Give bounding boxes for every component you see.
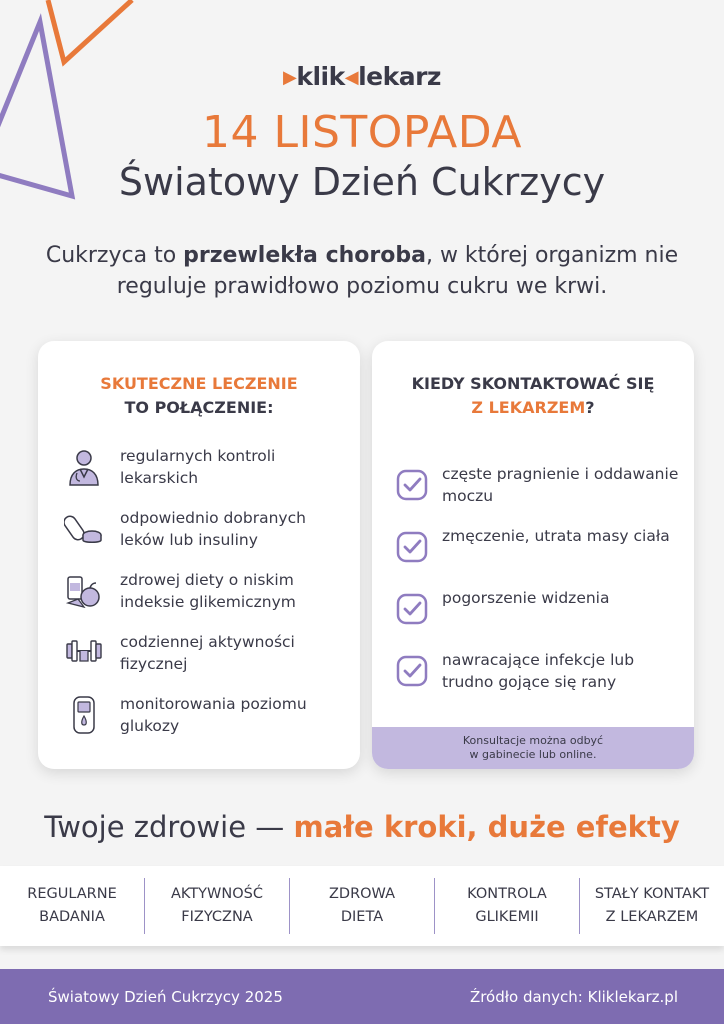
pillar-line2: GLIKEMII (475, 909, 539, 925)
pillar-line2: Z LEKARZEM (605, 909, 699, 925)
slogan-plain: Twoje zdrowie — (44, 810, 294, 844)
intro-before: Cukrzyca to (45, 243, 184, 268)
pillar-line1: REGULARNE (27, 886, 117, 902)
healthy-food-icon (64, 571, 104, 611)
doctor-icon (64, 447, 104, 487)
logo-arrow-icon: ◀ (344, 67, 359, 88)
contact-heading (372, 372, 694, 420)
symptom-list (396, 463, 684, 711)
intro-bold: przewlekła choroba (183, 243, 426, 268)
consultation-note-line1: Konsultacje można odbyć (462, 734, 604, 747)
list-item (64, 693, 350, 755)
pillar-item (0, 878, 145, 934)
footer (0, 969, 724, 1024)
pillar-line2: FIZYCZNA (181, 909, 253, 925)
list-item (396, 587, 684, 649)
checkbox-icon (396, 531, 428, 563)
list-item (64, 631, 350, 693)
list-item (396, 525, 684, 587)
list-item-label: regularnych kontroli lekarskich (120, 447, 276, 487)
contact-heading-suffix: ? (585, 398, 595, 417)
pillar-line1: AKTYWNOŚĆ (171, 886, 263, 902)
contact-card (372, 341, 694, 769)
list-item (396, 649, 684, 711)
consultation-note-line2: w gabinecie lub online. (469, 748, 597, 761)
pillar-line2: DIETA (340, 909, 384, 925)
list-item-label: codziennej aktywności fizycznej (120, 633, 295, 673)
list-item (396, 463, 684, 525)
list-item (64, 507, 350, 569)
intro-text (0, 240, 724, 302)
list-item-label: odpowiednio dobranych leków lub insuliny (120, 509, 306, 549)
list-item-label: zmęczenie, utrata masy ciała (442, 527, 670, 545)
pillar-line2: BADANIA (39, 909, 105, 925)
event-date: 14 LISTOPADA (202, 107, 522, 158)
list-item-label: częste pragnienie i oddawanie moczu (442, 465, 679, 505)
treatment-list (64, 445, 350, 755)
list-item-label: nawracające infekcje lub trudno gojące się rany (442, 651, 635, 691)
logo-part2: lekarz (358, 62, 441, 91)
slogan (0, 810, 724, 844)
logo-arrow-icon: ▶ (283, 67, 297, 88)
treatment-heading-line1: SKUTECZNE LECZENIE (100, 374, 298, 393)
list-item (64, 569, 350, 631)
glucometer-icon (64, 695, 104, 735)
logo-part1: klik (296, 62, 345, 91)
pillars-strip (0, 866, 724, 946)
consultation-note (372, 727, 694, 769)
pillar-item (580, 878, 724, 934)
brand-logo (0, 62, 724, 91)
contact-heading-line2 (372, 396, 694, 420)
contact-heading-highlight: Z LEKARZEM (471, 398, 586, 417)
pillar-item (435, 878, 580, 934)
footer-source-text: Źródło danych: Kliklekarz.pl (469, 987, 678, 1006)
pillar-line1: KONTROLA (467, 886, 547, 902)
list-item-label: zdrowej diety o niskim indeksie glikemicznym (120, 571, 296, 611)
dumbbell-icon (64, 633, 104, 673)
treatment-heading-line2: TO POŁĄCZENIE: (124, 398, 274, 417)
pillar-item (145, 878, 290, 934)
checkbox-icon (396, 655, 428, 687)
pillar-line1: ZDROWA (328, 886, 396, 902)
checkbox-icon (396, 593, 428, 625)
treatment-heading (38, 372, 360, 420)
contact-heading-line1: KIEDY SKONTAKTOWAĆ SIĘ (411, 374, 655, 393)
list-item-label: pogorszenie widzenia (442, 589, 610, 607)
checkbox-icon (396, 469, 428, 501)
slogan-highlight: małe kroki, duże efekty (293, 810, 680, 844)
footer-left-text: Światowy Dzień Cukrzycy 2025 (48, 987, 283, 1006)
page-title: Światowy Dzień Cukrzycy (118, 160, 606, 204)
pillar-item (290, 878, 435, 934)
list-item (64, 445, 350, 507)
treatment-card (38, 341, 360, 769)
intro-after: , w której organizm nie reguluje prawidłowo poziomu cukru we krwi. (116, 243, 679, 299)
list-item-label: monitorowania poziomu glukozy (120, 695, 307, 735)
pills-icon (64, 509, 104, 549)
pillar-line1: STAŁY KONTAKT (594, 886, 710, 902)
